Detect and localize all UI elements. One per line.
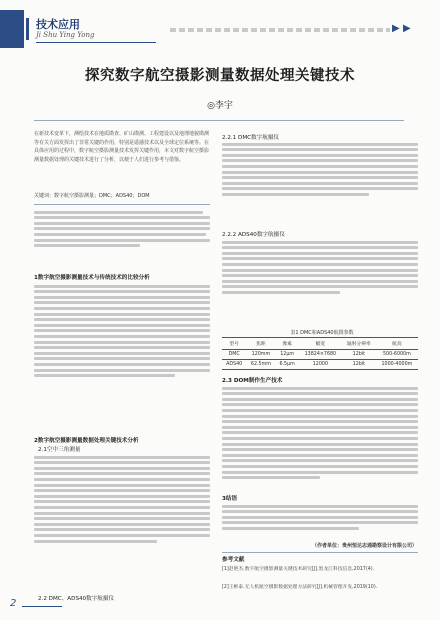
page-number: 2: [10, 598, 17, 609]
table-row: [222, 360, 418, 370]
section-heading-2-1: 2.1空中三角测量: [38, 447, 81, 453]
table-cell: 12μm: [275, 350, 298, 360]
right-column-dom: [222, 384, 418, 482]
references-heading: 参考文献: [222, 557, 245, 563]
title-divider: [34, 120, 404, 121]
table-row: [222, 350, 418, 360]
right-column-conclusion: [222, 502, 418, 533]
reference-item: [1]赵艳杰.数字航空摄影测量关键技术研究[J].黑龙江科技信息,2017(4).: [222, 567, 375, 572]
table-cell: 13824×7680: [299, 350, 342, 360]
arrow-right-icon: ▶: [403, 23, 411, 34]
table-cell: 62.5mm: [246, 360, 275, 370]
article-author: ◎李宇: [207, 101, 233, 111]
table-header-cell: 像素: [275, 338, 298, 350]
article-title: 探究数字航空摄影测量数据处理关键技术: [85, 68, 355, 84]
left-column-section1: [34, 282, 210, 380]
table-header-cell: 航高: [376, 338, 418, 350]
article-abstract: 在新技术变革下，测绘技术在地质勘查、矿山勘测、工程建设以及地理地貌勘测等有关方面发挥出了非常关键的作用，特别是遥感技术以及全球定位系统等。在具体应用的过程中，数字航空摄影测量技术发挥关键作用，本文对数字航空摄影测量数据处理的关键技术进行了分析，以便于人们进行参考与借鉴。: [34, 131, 210, 163]
section-heading-2: 2数字航空摄影测量数据处理关键技术分析: [34, 438, 139, 444]
right-column-ads40: [222, 238, 418, 297]
table-caption: 表1 DMC和ADS40航摄参数: [290, 330, 354, 336]
table-header-cell: 焦距: [246, 338, 275, 350]
table-header-cell: 辐射分辨率: [342, 338, 376, 350]
table-cell: 6.5μm: [275, 360, 298, 370]
table-cell: 1000-4000m: [376, 360, 418, 370]
section-heading-3: 3结语: [222, 496, 238, 502]
header-underline: [36, 42, 156, 43]
abstract-divider: [34, 204, 210, 205]
table-cell: ADS40: [222, 360, 246, 370]
table-cell: 120mm: [246, 350, 275, 360]
table-cell: 12bit: [342, 360, 376, 370]
article-keywords: 关键词：数字航空摄影测量；DMC；ADS40；DOM: [34, 193, 150, 199]
table-header-cell: 幅宽: [299, 338, 342, 350]
references-divider: [222, 552, 418, 553]
section-heading-2-2-2: 2.2.2 ADS40数字航摄仪: [222, 232, 285, 238]
arrow-right-icon: ▶: [392, 23, 400, 34]
section-pinyin: Ji Shu Ying Yong: [36, 31, 95, 39]
header-color-bar: [0, 10, 24, 48]
table-cell: DMC: [222, 350, 246, 360]
page-number-rule: [22, 606, 62, 607]
table-cell: 500-6000m: [376, 350, 418, 360]
table-header-row: [222, 338, 418, 350]
author-affiliation: （作者单位：贵州恒达志通勘察设计有限公司）: [312, 543, 418, 549]
table-cell: 12bit: [342, 350, 376, 360]
left-column-section2: [34, 453, 210, 545]
header-decorative-dashes: [170, 28, 390, 32]
reference-item: [2]王彬泰.无人机航空摄影数据处理方法研究[J].机械管理开发,2019(10).: [222, 585, 378, 590]
section-name: 技术应用: [36, 18, 80, 31]
left-column-intro: [34, 208, 210, 250]
section-heading-2-2-1: 2.2.1 DMC数字航摄仪: [222, 135, 280, 141]
section-heading-1: 1数字航空摄影测量技术与传统技术的比较分析: [34, 275, 150, 281]
parameter-table: [222, 337, 418, 370]
right-column-dmc: [222, 140, 418, 199]
section-heading-2-3: 2.3 DOM制作生产技术: [222, 378, 283, 384]
table-cell: 12000: [299, 360, 342, 370]
table-header-cell: 型号: [222, 338, 246, 350]
header-accent-bar: [26, 18, 29, 40]
section-heading-2-2: 2.2 DMC、ADS40数字航摄仪: [38, 596, 115, 602]
